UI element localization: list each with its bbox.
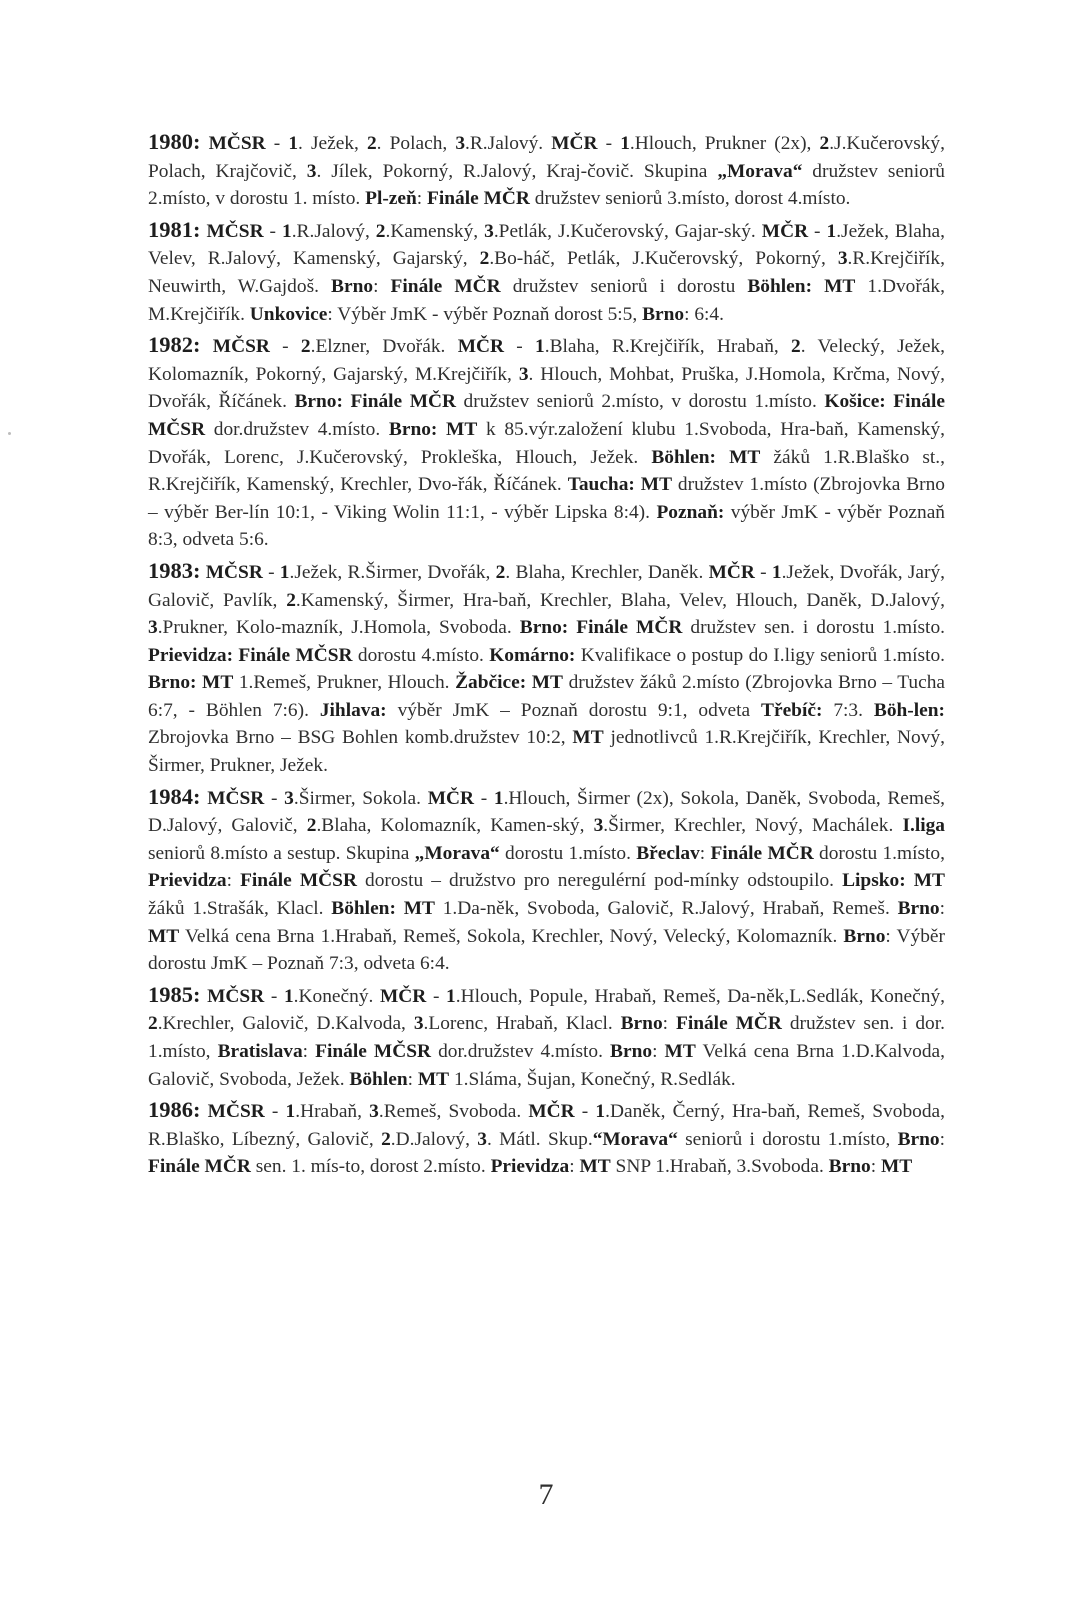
bold-text: 2 bbox=[300, 336, 311, 358]
entry-text: : bbox=[407, 1068, 418, 1090]
entry-text: . Hlouch, Mohbat, Pruška, J.Homola, Krčma, Nový, Dvořák, Říčánek. bbox=[148, 363, 945, 413]
entry-text: žáků 1.Strašák, Klacl. bbox=[148, 898, 332, 920]
bold-text: MT bbox=[417, 1068, 450, 1090]
bold-text: 1 bbox=[620, 133, 630, 154]
bold-text: Břeclav bbox=[636, 842, 700, 864]
bold-text: 3 bbox=[484, 220, 494, 242]
bold-text: MT bbox=[880, 1156, 913, 1178]
entry-text: družstev sen. i dor. 1.místo, bbox=[148, 1013, 945, 1062]
year-heading: 1986: bbox=[148, 1097, 201, 1123]
bold-text: 3 bbox=[593, 815, 604, 837]
entry-text: jednotlivců 1.R.Krejčiřík, Krechler, Nový, Širmer, Prukner, Ježek. bbox=[148, 727, 945, 777]
entry-text: družstev seniorů 3.místo, dorost 4.místo. bbox=[529, 188, 851, 210]
entry-text: : bbox=[652, 1041, 665, 1062]
entry-text: .Kamenský, bbox=[385, 220, 485, 242]
entry-text: 1.Da-něk, Svoboda, Galovič, R.Jalový, Hrabaň, Remeš. bbox=[434, 898, 898, 920]
bold-text: MT bbox=[664, 1041, 696, 1062]
bold-text: MČR bbox=[427, 787, 474, 809]
year-entry bbox=[148, 331, 945, 554]
bold-text: 3 bbox=[837, 248, 848, 270]
bold-text: 2 bbox=[791, 336, 801, 358]
page-body bbox=[148, 128, 945, 1184]
entry-text: k 85.výr.založení klubu 1.Svoboda, Hra-baň, Kamenský, Dvořák, Lorenc, J.Kučerovský, Prokleška, Hlouch, Ježek. bbox=[148, 418, 946, 468]
bold-text: 3 bbox=[306, 160, 317, 182]
bold-text: 1 bbox=[279, 561, 290, 583]
entry-text: . Velecký, Ježek, Kolomazník, Pokorný, Gajarský, M.Krejčiřík, bbox=[148, 336, 945, 385]
entry-text: 1.Dvořák, M.Krejčiřík. bbox=[148, 275, 945, 325]
entry-text: Velká cena Brna 1.D.Kalvoda, Galovič, Svoboda, Ježek. bbox=[148, 1041, 945, 1090]
bold-text: Prievidza bbox=[490, 1156, 570, 1178]
entry-text: .Petlák, J.Kučerovský, Gajar-ský. bbox=[493, 220, 762, 242]
bold-text: Brno bbox=[610, 1041, 653, 1062]
bold-text: MT bbox=[579, 1156, 611, 1178]
year-entry bbox=[148, 216, 945, 328]
bold-text: Finále MČSR bbox=[240, 870, 357, 892]
bold-text: 2 bbox=[375, 220, 386, 242]
entry-text: dorostu 4.místo. bbox=[352, 644, 490, 666]
entry-text: - bbox=[264, 1101, 286, 1123]
entry-text: : bbox=[373, 275, 391, 297]
entry-text: Zbrojovka Brno – BSG Bohlen komb.družstev 10:2, bbox=[148, 727, 573, 749]
bold-text: Komárno: bbox=[489, 644, 576, 666]
entry-text: .Lorenc, Hrabaň, Klacl. bbox=[423, 1013, 621, 1035]
entry-text: .Širmer, Sokola. bbox=[293, 787, 428, 809]
entry-text: .Hlouch, Popule, Hrabaň, Remeš, Da-něk,L.Sedlák, Konečný, bbox=[455, 985, 946, 1007]
entry-text: výběr JmK – Poznaň dorostu 9:1, odveta bbox=[386, 699, 762, 721]
entry-text: dorostu 1.místo, bbox=[813, 842, 945, 864]
bold-text: MČSR bbox=[200, 1101, 265, 1123]
bold-text: Žabčice: MT bbox=[455, 672, 563, 694]
bold-text: Poznaň: bbox=[656, 501, 725, 523]
entry-text: .Hlouch, Prukner (2x), bbox=[629, 133, 820, 154]
entry-text: .D.Jalový, bbox=[390, 1128, 478, 1150]
bold-text: MČR bbox=[380, 985, 427, 1007]
entry-text: : Výběr dorostu JmK – Poznaň 7:3, odveta 6:4. bbox=[148, 925, 945, 975]
bold-text: Böhlen bbox=[349, 1068, 408, 1090]
entry-text: : bbox=[569, 1156, 580, 1178]
bold-text: Böhlen: MT bbox=[331, 898, 435, 920]
bold-text: Třebíč: bbox=[761, 699, 823, 721]
bold-text: 1 bbox=[282, 220, 292, 242]
bold-text: MČR bbox=[528, 1101, 575, 1123]
bold-text: MČR bbox=[761, 220, 809, 242]
entry-text: žáků 1.R.Blaško st., R.Krejčiřík, Kamenský, Krechler, Dvo-řák, Říčánek. bbox=[148, 446, 945, 496]
bold-text: 2 bbox=[148, 1013, 158, 1035]
year-heading: 1982: bbox=[148, 332, 201, 358]
entry-text: družstev 1.místo (Zbrojovka Brno – výběr Ber-lín 10:1, - Viking Wolin 11:1, - výběr Lipska 8:4). bbox=[148, 474, 945, 523]
entry-text: - bbox=[808, 220, 827, 242]
entry-text: .Ježek, R.Širmer, Dvořák, bbox=[289, 561, 496, 583]
entry-text: .Blaha, R.Krejčiřík, Hrabaň, bbox=[544, 336, 792, 358]
entry-text: . Jílek, Pokorný, R.Jalový, Kraj-čovič. Skupina bbox=[316, 160, 718, 182]
entry-text: 7:3. bbox=[822, 699, 874, 721]
bold-text: Pl-zeň bbox=[365, 188, 417, 210]
entry-text: : Výběr JmK - výběr Poznaň dorost 5:5, bbox=[327, 303, 643, 325]
year-heading: 1983: bbox=[148, 557, 201, 583]
entry-text: . Ježek, bbox=[298, 133, 367, 154]
bold-text: 3 bbox=[284, 787, 294, 809]
bold-text: Böhlen: MT bbox=[747, 275, 856, 297]
year-heading: 1980: bbox=[148, 129, 201, 154]
year-entry bbox=[148, 783, 945, 978]
entry-text: .Ježek, Blaha, Velev, R.Jalový, Kamenský, Gajarský, bbox=[148, 220, 946, 270]
bold-text: MČR bbox=[457, 336, 504, 358]
bold-text: Finále MČR bbox=[148, 1156, 251, 1178]
entry-text: dor.družstev 4.místo. bbox=[205, 418, 389, 440]
entry-text: seniorů 8.místo a sestup. Skupina bbox=[148, 842, 415, 864]
bold-text: 1 bbox=[283, 985, 294, 1007]
entry-text: sen. 1. mís-to, dorost 2.místo. bbox=[250, 1156, 491, 1178]
bold-text: 2 bbox=[366, 133, 377, 154]
bold-text: 2 bbox=[286, 589, 296, 611]
entry-text: : bbox=[662, 1013, 676, 1035]
entry-text: - bbox=[426, 985, 447, 1007]
entry-text: - bbox=[265, 133, 289, 154]
bold-text: Brno bbox=[897, 1128, 940, 1150]
bold-text: Unkovice bbox=[249, 303, 328, 325]
bold-text: 3 bbox=[369, 1101, 379, 1123]
entry-text: dorostu – družstvo pro neregulérní pod-mínky odstoupilo. bbox=[356, 870, 843, 892]
entry-text: .R.Jalový, bbox=[291, 220, 376, 242]
entry-text: družstev seniorů i dorostu bbox=[500, 275, 748, 297]
bold-text: Böhlen: MT bbox=[651, 446, 761, 468]
bold-text: Prievidza: Finále MČSR bbox=[148, 644, 353, 666]
bold-text: MČSR bbox=[200, 787, 265, 809]
entry-text: dor.družstev 4.místo. bbox=[431, 1041, 611, 1062]
entry-text: .Hlouch, Širmer (2x), Sokola, Daněk, Svoboda, Remeš, D.Jalový, Galovič, bbox=[148, 787, 946, 837]
bold-text: MT bbox=[572, 727, 604, 749]
entry-text: družstev seniorů 2.místo, v dorostu 1. místo. bbox=[148, 160, 945, 210]
entry-text: .Konečný. bbox=[293, 985, 380, 1007]
bold-text: MČSR bbox=[200, 985, 265, 1007]
entry-text: - bbox=[262, 561, 280, 583]
entry-text: družstev sen. i dorostu 1.místo. bbox=[682, 617, 945, 639]
year-heading: 1981: bbox=[148, 216, 201, 242]
entry-text: 1.Remeš, Prukner, Hlouch. bbox=[233, 672, 456, 694]
bold-text: Brno bbox=[897, 898, 940, 920]
bold-text: 2 bbox=[306, 815, 317, 837]
entry-text: družstev seniorů 2.místo, v dorostu 1.místo. bbox=[456, 391, 825, 413]
bold-text: I.liga bbox=[902, 815, 945, 837]
bold-text: Košice: Finále MČSR bbox=[148, 391, 945, 440]
entry-text: .Kamenský, Širmer, Hra-baň, Krechler, Blaha, Velev, Hlouch, Daněk, D.Jalový, bbox=[295, 589, 945, 611]
bold-text: Taucha: MT bbox=[567, 474, 673, 496]
entry-text: .Krechler, Galovič, D.Kalvoda, bbox=[157, 1013, 414, 1035]
bold-text: Bratislava bbox=[217, 1041, 303, 1062]
entry-text: . Polach, bbox=[376, 133, 456, 154]
entry-text: seniorů i dorostu 1.místo, bbox=[677, 1128, 898, 1150]
bold-text: 1 bbox=[493, 787, 504, 809]
bold-text: 1 bbox=[446, 985, 456, 1007]
bold-text: Böh-len: bbox=[873, 699, 945, 721]
bold-text: MČSR bbox=[200, 561, 263, 583]
bold-text: „Morava“ bbox=[414, 842, 500, 864]
entry-text: . Blaha, Krechler, Daněk. bbox=[505, 561, 709, 583]
page-number: 7 bbox=[538, 1478, 554, 1511]
entry-text: : bbox=[226, 870, 241, 892]
bold-text: Brno bbox=[331, 275, 374, 297]
entry-text: - bbox=[264, 985, 284, 1007]
bold-text: 1 bbox=[826, 220, 837, 242]
entry-text: SNP 1.Hrabaň, 3.Svoboda. bbox=[610, 1156, 829, 1178]
bold-text: Finále MČR bbox=[390, 275, 501, 297]
bold-text: Jihlava: bbox=[319, 699, 387, 721]
bold-text: 3 bbox=[413, 1013, 424, 1035]
bold-text: 1 bbox=[288, 133, 299, 154]
entry-text: .Bo-háč, Petlák, J.Kučerovský, Pokorný, bbox=[489, 248, 838, 270]
entry-text: - bbox=[474, 787, 494, 809]
entry-text: .Prukner, Kolo-mazník, J.Homola, Svoboda. bbox=[157, 617, 520, 639]
entry-text: .Daněk, Černý, Hra-baň, Remeš, Svoboda, R.Blaško, Líbezný, Galovič, bbox=[148, 1101, 945, 1150]
entry-text: : bbox=[302, 1041, 316, 1062]
entry-text: 1.Sláma, Šujan, Konečný, R.Sedlák. bbox=[449, 1068, 736, 1090]
entry-text: - bbox=[264, 787, 285, 809]
entry-text: Kvalifikace o postup do I.ligy seniorů 1.místo. bbox=[575, 644, 945, 666]
entry-text: - bbox=[263, 220, 282, 242]
bold-text: 1 bbox=[535, 336, 545, 358]
entry-text: : bbox=[416, 188, 428, 210]
bold-text: MČR bbox=[708, 561, 755, 583]
entry-text: .Blaha, Kolomazník, Kamen-ský, bbox=[316, 815, 594, 837]
entry-text: .Širmer, Krechler, Nový, Machálek. bbox=[603, 815, 903, 837]
entry-text: - bbox=[574, 1101, 596, 1123]
year-entry bbox=[148, 128, 945, 213]
entry-text: - bbox=[269, 336, 301, 358]
bold-text: 1 bbox=[771, 561, 782, 583]
bold-text: 2 bbox=[381, 1128, 391, 1150]
entry-text: : bbox=[870, 1156, 881, 1178]
entry-text: : bbox=[699, 842, 711, 864]
entry-text: : bbox=[939, 898, 946, 920]
year-entry bbox=[148, 557, 945, 780]
bold-text: 3 bbox=[518, 363, 529, 385]
bold-text: Brno bbox=[620, 1013, 663, 1035]
entry-text: : 6:4. bbox=[684, 303, 724, 325]
scan-speck bbox=[8, 432, 11, 435]
bold-text: 3 bbox=[455, 133, 466, 154]
entry-text: .R.Krejčiřík, Neuwirth, W.Gajdoš. bbox=[148, 248, 945, 297]
entry-text: .Remeš, Svoboda. bbox=[378, 1101, 529, 1123]
entry-text: .R.Jalový. bbox=[465, 133, 552, 154]
bold-text: MČSR bbox=[200, 220, 264, 242]
bold-text: Brno bbox=[642, 303, 685, 325]
bold-text: Brno: Finále MČR bbox=[519, 617, 683, 639]
year-entry bbox=[148, 1096, 945, 1181]
entry-text: . Mátl. Skup. bbox=[487, 1128, 593, 1150]
entry-text: Velká cena Brna 1.Hrabaň, Remeš, Sokola, Krechler, Nový, Velecký, Kolomazník. bbox=[179, 925, 844, 947]
bold-text: Brno bbox=[828, 1156, 871, 1178]
year-heading: 1985: bbox=[148, 981, 201, 1007]
year-entry bbox=[148, 981, 945, 1093]
entry-text: - bbox=[597, 133, 621, 154]
entry-text: .Ježek, Dvořák, Jarý, Galovič, Pavlík, bbox=[148, 561, 945, 611]
entry-text: - bbox=[754, 561, 772, 583]
bold-text: Brno: Finále MČR bbox=[294, 391, 457, 413]
entry-text: .J.Kučerovský, Polach, Krajčovič, bbox=[148, 133, 945, 182]
bold-text: 2 bbox=[819, 133, 830, 154]
bold-text: Brno bbox=[843, 925, 886, 947]
bold-text: Finále MČR bbox=[675, 1013, 782, 1035]
entry-text: : bbox=[939, 1128, 945, 1150]
bold-text: 3 bbox=[148, 617, 158, 639]
bold-text: Finále MČR bbox=[710, 842, 814, 864]
bold-text: Lipsko: MT bbox=[842, 870, 945, 892]
bold-text: 2 bbox=[479, 248, 490, 270]
entry-text: výběr JmK - výběr Poznaň 8:3, odveta 5:6. bbox=[148, 501, 945, 551]
bold-text: Prievidza bbox=[148, 870, 227, 892]
bold-text: MT bbox=[148, 925, 180, 947]
bold-text: Finále MČSR bbox=[315, 1041, 432, 1062]
entry-text: .Elzner, Dvořák. bbox=[310, 336, 458, 358]
bold-text: 1 bbox=[285, 1101, 296, 1123]
entry-text: .Hrabaň, bbox=[295, 1101, 370, 1123]
year-heading: 1984: bbox=[148, 783, 201, 809]
bold-text: Brno: MT bbox=[388, 418, 478, 440]
bold-text: Finále MČR bbox=[427, 188, 530, 210]
entry-text: družstev žáků 2.místo (Zbrojovka Brno – Tucha 6:7, - Böhlen 7:6). bbox=[148, 672, 946, 721]
bold-text: 3 bbox=[477, 1128, 487, 1150]
bold-text: Brno: MT bbox=[148, 672, 234, 694]
bold-text: „Morava“ bbox=[717, 160, 803, 182]
bold-text: MČSR bbox=[200, 133, 266, 154]
entry-text: - bbox=[504, 336, 536, 358]
entry-text: dorostu 1.místo. bbox=[499, 842, 637, 864]
bold-text: 2 bbox=[495, 561, 506, 583]
bold-text: MČR bbox=[551, 133, 598, 154]
bold-text: MČSR bbox=[200, 336, 270, 358]
bold-text: “Morava“ bbox=[592, 1128, 678, 1150]
bold-text: 1 bbox=[595, 1101, 606, 1123]
